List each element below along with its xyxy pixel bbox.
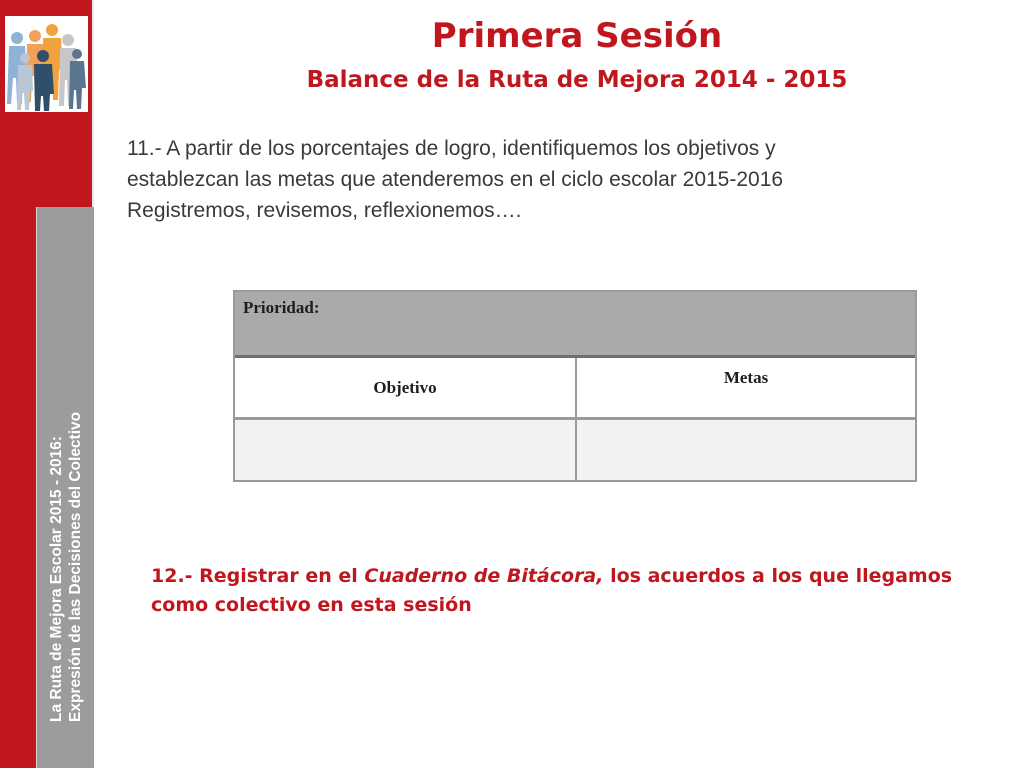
priority-label: Prioridad:: [243, 298, 320, 317]
logo-container: [0, 0, 92, 117]
vertical-banner-text: [37, 207, 94, 768]
instruction-line3: Registremos, revisemos, reflexionemos….: [127, 199, 522, 222]
instruction-text: [127, 133, 927, 226]
priority-header: [235, 292, 915, 358]
vertical-banner-line2: Expresión de las Decisiones del Colectivo: [66, 411, 84, 722]
note-prefix: 12.- Registrar en el: [151, 565, 365, 587]
page-subtitle: Balance de la Ruta de Mejora 2014 - 2015: [306, 67, 848, 93]
column-header-objetivo: Objetivo: [235, 358, 577, 420]
instruction-line1: 11.- A partir de los porcentajes de logro, identifiquemos los objetivos y: [127, 137, 776, 160]
vertical-banner: [36, 207, 94, 768]
people-group-icon: [5, 16, 88, 112]
metas-cell[interactable]: [577, 420, 915, 480]
instruction-line2: establezcan las metas que atenderemos en el ciclo escolar 2015-2016: [127, 168, 784, 191]
bitacora-note: [151, 562, 971, 620]
column-header-metas: Metas: [577, 358, 915, 420]
note-emphasis: Cuaderno de Bitácora,: [364, 565, 604, 587]
objetivo-cell[interactable]: [235, 420, 577, 480]
note-line1: [151, 562, 971, 591]
note-line2: como colectivo en esta sesión: [151, 594, 472, 616]
priority-form-table: [233, 290, 917, 482]
note-suffix: los acuerdos a los que llegamos: [603, 565, 953, 587]
vertical-banner-line1: La Ruta de Mejora Escolar 2015 - 2016:: [47, 435, 65, 722]
page-title: Primera Sesión: [431, 16, 723, 56]
